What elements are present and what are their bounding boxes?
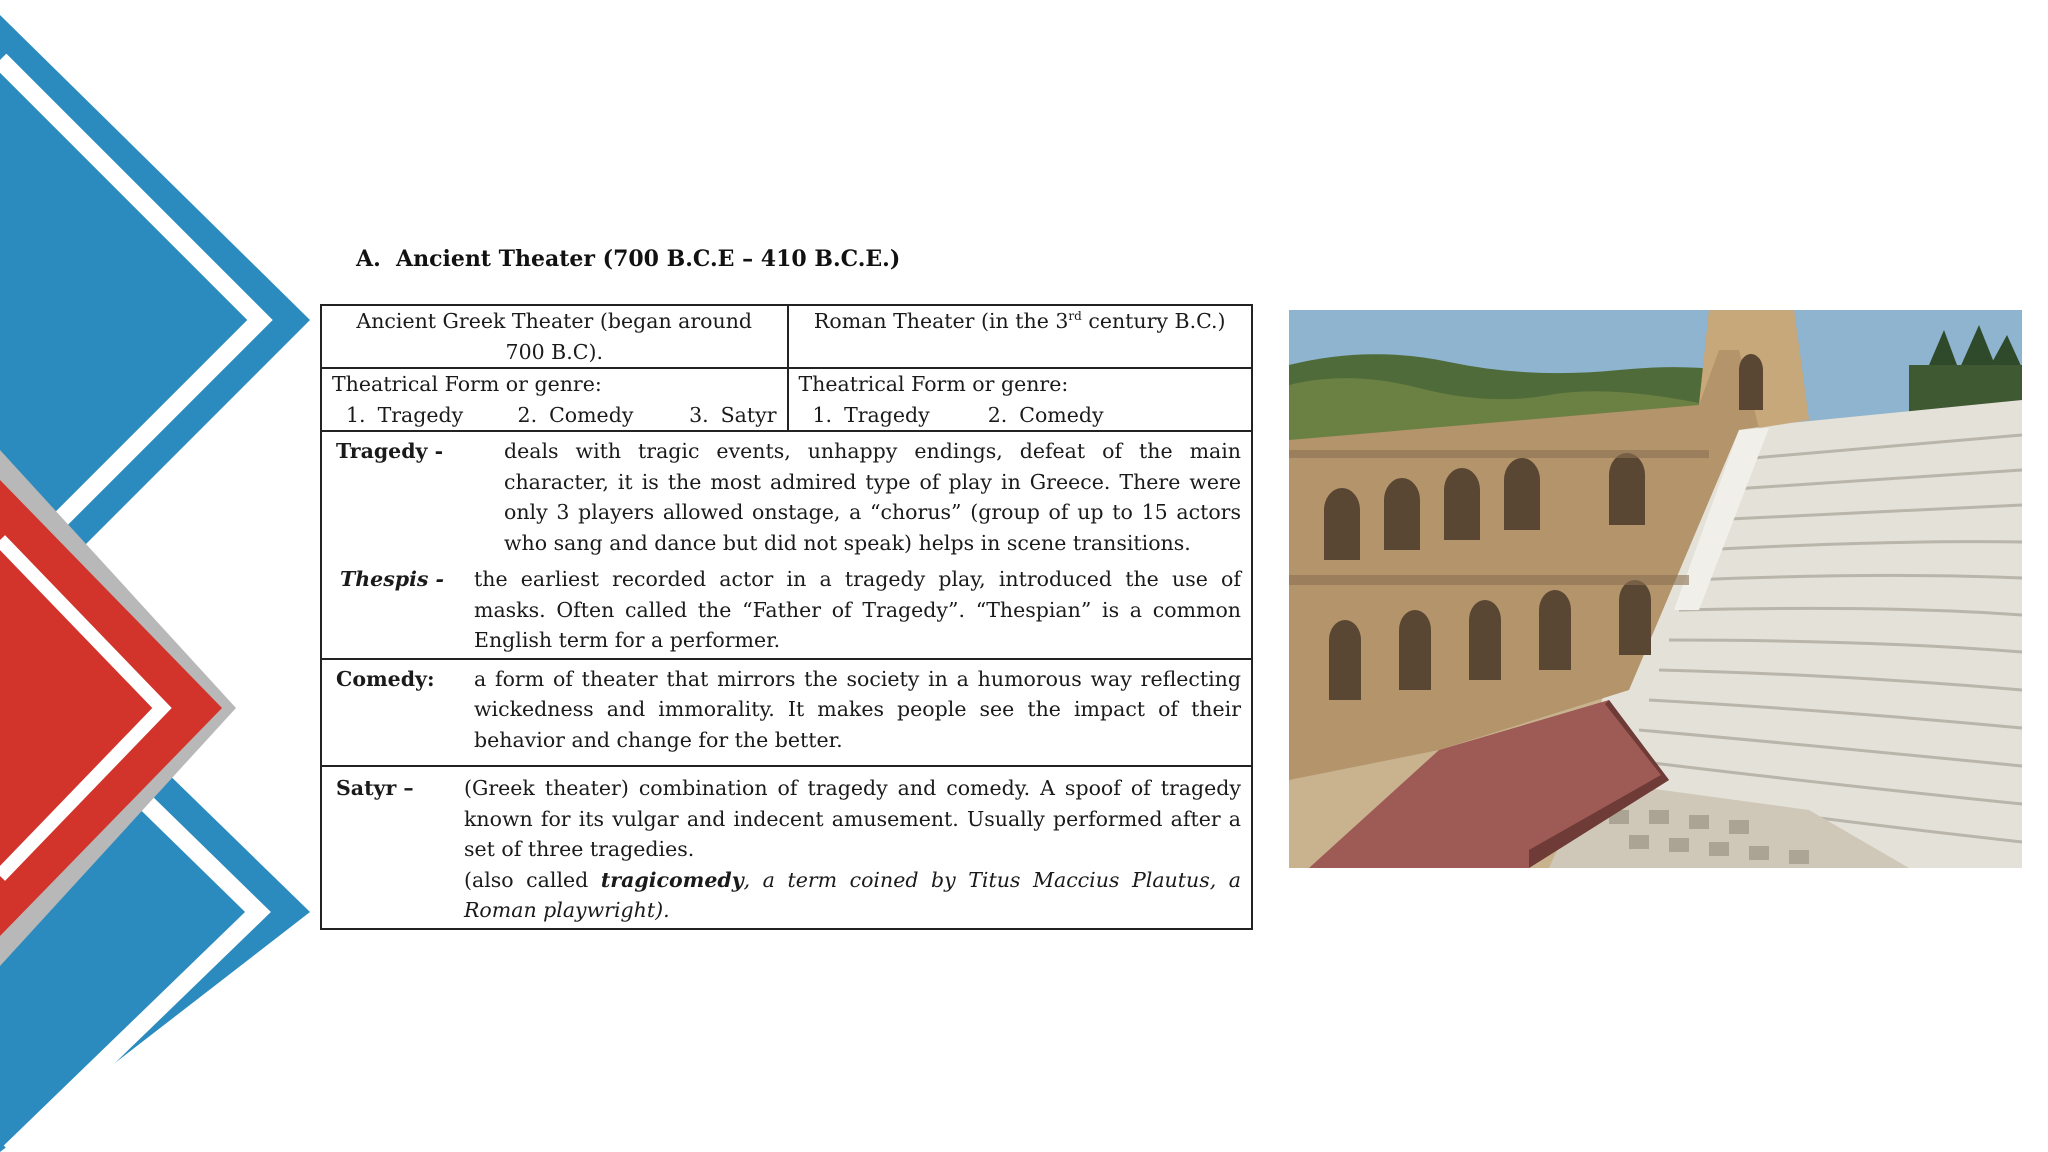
roman-genres-cell [787, 369, 1252, 430]
tragedy-definition: deals with tragic events, unhappy endings, defeat of the main character, it is the most admired type of play in Greece. There were only 3 players allowed onstage, a “chorus” (group of up to 15 actors who sang and dance but did not speak) helps in scene transitions. [504, 439, 1241, 555]
roman-header-sup: rd [1068, 309, 1082, 324]
greek-genres-list [332, 400, 777, 431]
roman-genres-label: Theatrical Form or genre: [798, 372, 1069, 396]
thespis-definition: the earliest recorded actor in a tragedy play, introduced the use of masks. Often called the “Father of Tragedy”. “Thespian” is a common English term for a performer. [474, 567, 1241, 652]
tragedy-term: Tragedy - [336, 439, 444, 463]
genre-item: 2. Comedy [517, 402, 634, 427]
theater-table [320, 304, 1253, 930]
tragedy-row [322, 432, 1251, 660]
heading-text: Ancient Theater (700 B.C.E – 410 B.C.E.) [396, 246, 901, 272]
table-header-row [322, 306, 1251, 369]
satyr-text: (Greek theater) combination of tragedy and comedy. A spoof of tragedy known for its vulgar and indecent amusement. Usually performed after a set of three tragedies. [464, 776, 1241, 861]
theater-photo [1289, 310, 2022, 868]
comedy-term: Comedy: [336, 666, 435, 691]
greek-genres-label: Theatrical Form or genre: [332, 372, 602, 396]
satyr-definition [464, 773, 1241, 926]
comedy-row [322, 660, 1251, 768]
table-genres-row [322, 369, 1251, 432]
heading-letter: A. [356, 246, 381, 272]
comedy-entry [336, 664, 1241, 756]
satyr-term: Satyr – [336, 776, 414, 800]
section-heading [356, 246, 900, 272]
roman-header-text-end: century B.C.) [1081, 309, 1226, 333]
satyr-row [322, 767, 1251, 928]
roman-genres-list [799, 400, 1242, 431]
thespis-entry [336, 564, 1241, 656]
roman-theater-header [787, 306, 1252, 367]
genre-item: 3. Satyr [689, 402, 777, 427]
tragicomedy-term: tragicomedy [600, 867, 744, 892]
greek-genres-cell [322, 369, 787, 430]
greek-theater-header: Ancient Greek Theater (began around 700 B.C). [356, 309, 753, 364]
thespis-term: Thespis - [340, 567, 445, 591]
satyr-entry [336, 773, 1241, 926]
satyr-note: (also called tragicomedy, a term coined by Titus Maccius Plautus, a Roman playwright). [464, 867, 1242, 922]
genre-item: 2. Comedy [987, 402, 1104, 427]
roman-header-text: Roman Theater (in the 3 [813, 309, 1069, 333]
decorative-chevrons [0, 0, 320, 1152]
tragedy-entry [336, 436, 1241, 558]
genre-item: 1. Tragedy [812, 402, 930, 427]
genre-item: 1. Tragedy [346, 402, 464, 427]
comedy-definition: a form of theater that mirrors the society in a humorous way reflecting wickedness and immorality. It makes people see the impact of their behavior and change for the better. [474, 666, 1241, 752]
